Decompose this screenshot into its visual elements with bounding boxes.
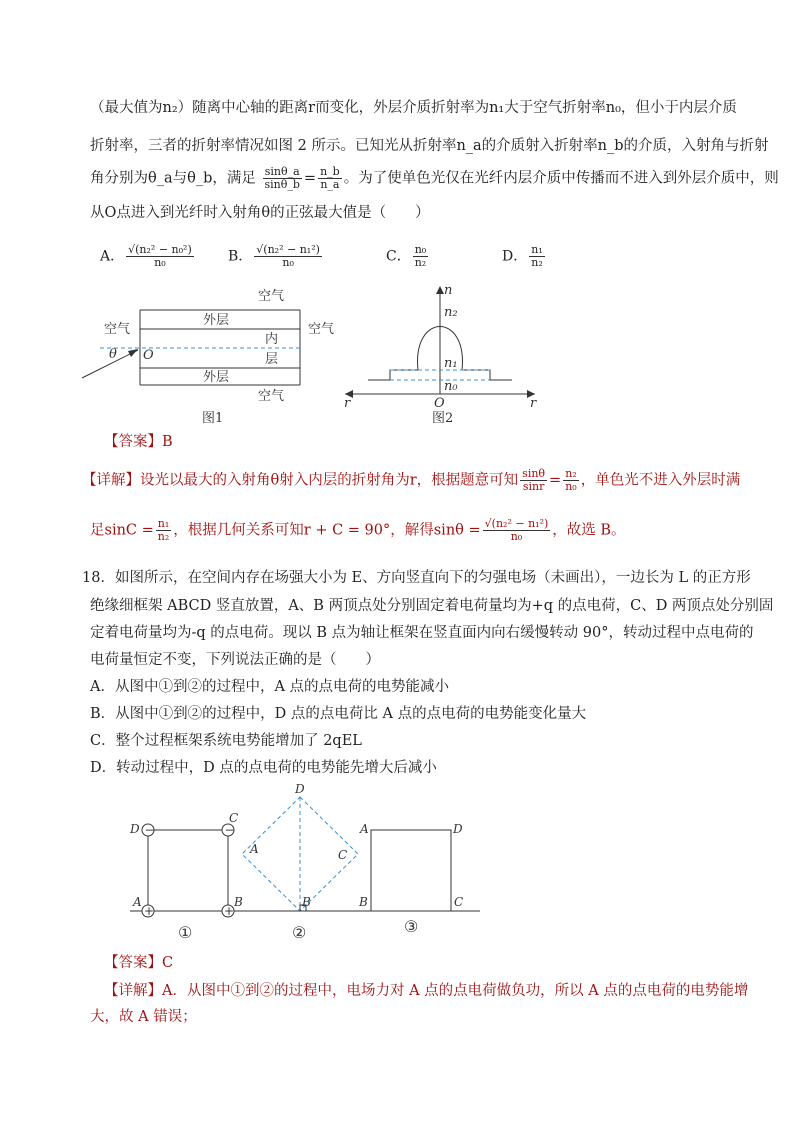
q18-line1: 18．如图所示，在空间内存在场强大小为 E、方向竖直向下的匀强电场（未画出），一边长为 L 的正方形 [82, 570, 751, 586]
s2-A: A [250, 842, 259, 856]
q18-detail-line1: 【详解】A．从图中①到②的过程中，电场力对 A 点的点电荷做负功，所以 A 点的点电荷的电势能增 [104, 983, 749, 999]
q17-detail-line2: 足sinC = $\frac{\text{n₁}}{\text{n₂}}$ ，根据几何关系可知r + C = 90°，解得sinθ = $\frac{\text{√(n₂² − n₁²)}}{\text{n₀}}$ ，故选 B。 [90, 517, 626, 543]
q18-option-a: A．从图中①到②的过程中，A 点的点电荷的电势能减小 [90, 679, 450, 695]
q18-line2: 绝缘细框架 ABCD 竖直放置，A、B 两顶点处分别固定着电荷量均为+q 的点电荷，C、D 两顶点处分别固 [90, 598, 774, 614]
fig2-index-profile [344, 283, 537, 426]
s3-A: A [360, 822, 369, 836]
fig2-origin: O [434, 396, 445, 411]
q17-line1: （最大值为n₂）随离中心轴的距离r而变化，外层介质折射率为n₁大于空气折射率n₀，但小于内层介质 [90, 100, 737, 116]
q18-option-d: D．转动过程中，D 点的点电荷的电势能先增大后减小 [90, 760, 437, 776]
fig1-inner2: 层 [265, 352, 279, 367]
s1-C: C [229, 811, 239, 825]
q18-option-c: C．整个过程框架系统电势能增加了 2qEL [90, 733, 362, 749]
s1-label: ① [178, 923, 193, 942]
s2-C: C [338, 848, 348, 862]
s3-label: ③ [404, 917, 419, 936]
q18-detail-line2: 大，故 A 错误； [90, 1009, 197, 1025]
fig2-r-left: r [344, 396, 351, 411]
s2-label: ② [292, 923, 307, 942]
fig1-outer-top: 外层 [203, 313, 230, 328]
q17-option-c: C． $\frac{\text{n₀}}{\text{n₂}}$ [386, 243, 427, 269]
s3-B: B [359, 895, 368, 909]
q17-n-ratio: $\frac{n\_b}{n\_a}$ [320, 165, 340, 191]
q17-line3: 角分别为θ_a与θ_b，满足 $\frac{\sin\theta\_a}{\sin\theta\_b}$ = $\frac{n\_b}{n\_a}$ 。为了使单色光仅在光纤内层介质中传播而不进入到外层介质中，则 [90, 165, 779, 191]
svg-text:+: + [224, 904, 235, 918]
svg-text:−: − [224, 823, 235, 837]
s2-D: D [295, 782, 305, 796]
q17-figures [0, 282, 794, 432]
q17-detail-sin-ratio: $\frac{\sin\theta}{\sin r}$ [522, 467, 546, 493]
q17-option-d: D． $\frac{\text{n₁}}{\text{n₂}}$ [502, 243, 543, 269]
s2-B: B [302, 895, 311, 909]
q18-line3: 定着电荷量均为-q 的点电荷。现以 B 点为轴让框架在竖直面内向右缓慢转动 90°，转动过程中点电荷的 [90, 625, 754, 641]
q17-option-a: A． $\frac{\text{√(n₂² − n₀²)}}{\text{n₀}}$ [100, 243, 192, 269]
fig2-r-right: r [530, 396, 537, 411]
fig2-n1: n₁ [444, 356, 458, 371]
fig1-air-left: 空气 [104, 322, 131, 337]
q17-detail-line1: 【详解】设光以最大的入射角θ射入内层的折射角为r，根据题意可知 $\frac{\sin\theta}{\sin r}$ = $\frac{\text{n₂}}{\text{n₀}}$ ，单色光不进入外层时满 [82, 467, 741, 493]
fig2-n2: n₂ [444, 305, 458, 320]
q17-option-b: B． $\frac{\text{√(n₂² − n₁²)}}{\text{n₀}}$ [228, 243, 320, 269]
fig1-fiber [82, 288, 334, 426]
q18-option-b: B．从图中①到②的过程中，D 点的点电荷比 A 点的点电荷的电势能变化量大 [90, 706, 587, 722]
svg-text:+: + [144, 904, 155, 918]
svg-text:−: − [144, 823, 155, 837]
fig1-origin: O [143, 348, 154, 363]
fig1-outer-bottom: 外层 [203, 370, 230, 385]
fig2-n0: n₀ [444, 379, 458, 394]
q18-answer: 【答案】C [104, 955, 174, 971]
s1-B: B [234, 895, 243, 909]
s3-D: D [453, 822, 463, 836]
q18-line4: 电荷量恒定不变，下列说法正确的是（ ） [90, 652, 380, 668]
s1-A: A [133, 895, 142, 909]
q17-line2: 折射率，三者的折射率情况如图 2 所示。已知光从折射率n_a的介质射入折射率n_b的介质，入射角与折射 [90, 138, 769, 154]
s1-D: D [130, 822, 140, 836]
q18-figure [0, 780, 794, 945]
fig1-air-bottom: 空气 [258, 389, 285, 404]
fig1-theta: θ [109, 347, 117, 362]
q17-answer: 【答案】B [104, 434, 173, 450]
q17-sin-ratio: $\frac{\sin\theta\_a}{\sin\theta\_b}$ [264, 165, 300, 191]
fig2-axis-n: n [444, 283, 453, 298]
q17-line4: 从O点进入到光纤时入射角θ的正弦最大值是（ ） [90, 205, 430, 221]
fig1-caption: 图1 [202, 411, 224, 426]
fig1-air-top: 空气 [258, 289, 285, 304]
fig1-air-right: 空气 [308, 322, 335, 337]
fig1-inner1: 内 [265, 332, 279, 347]
fig2-caption: 图2 [432, 411, 454, 426]
s3-C: C [454, 895, 464, 909]
